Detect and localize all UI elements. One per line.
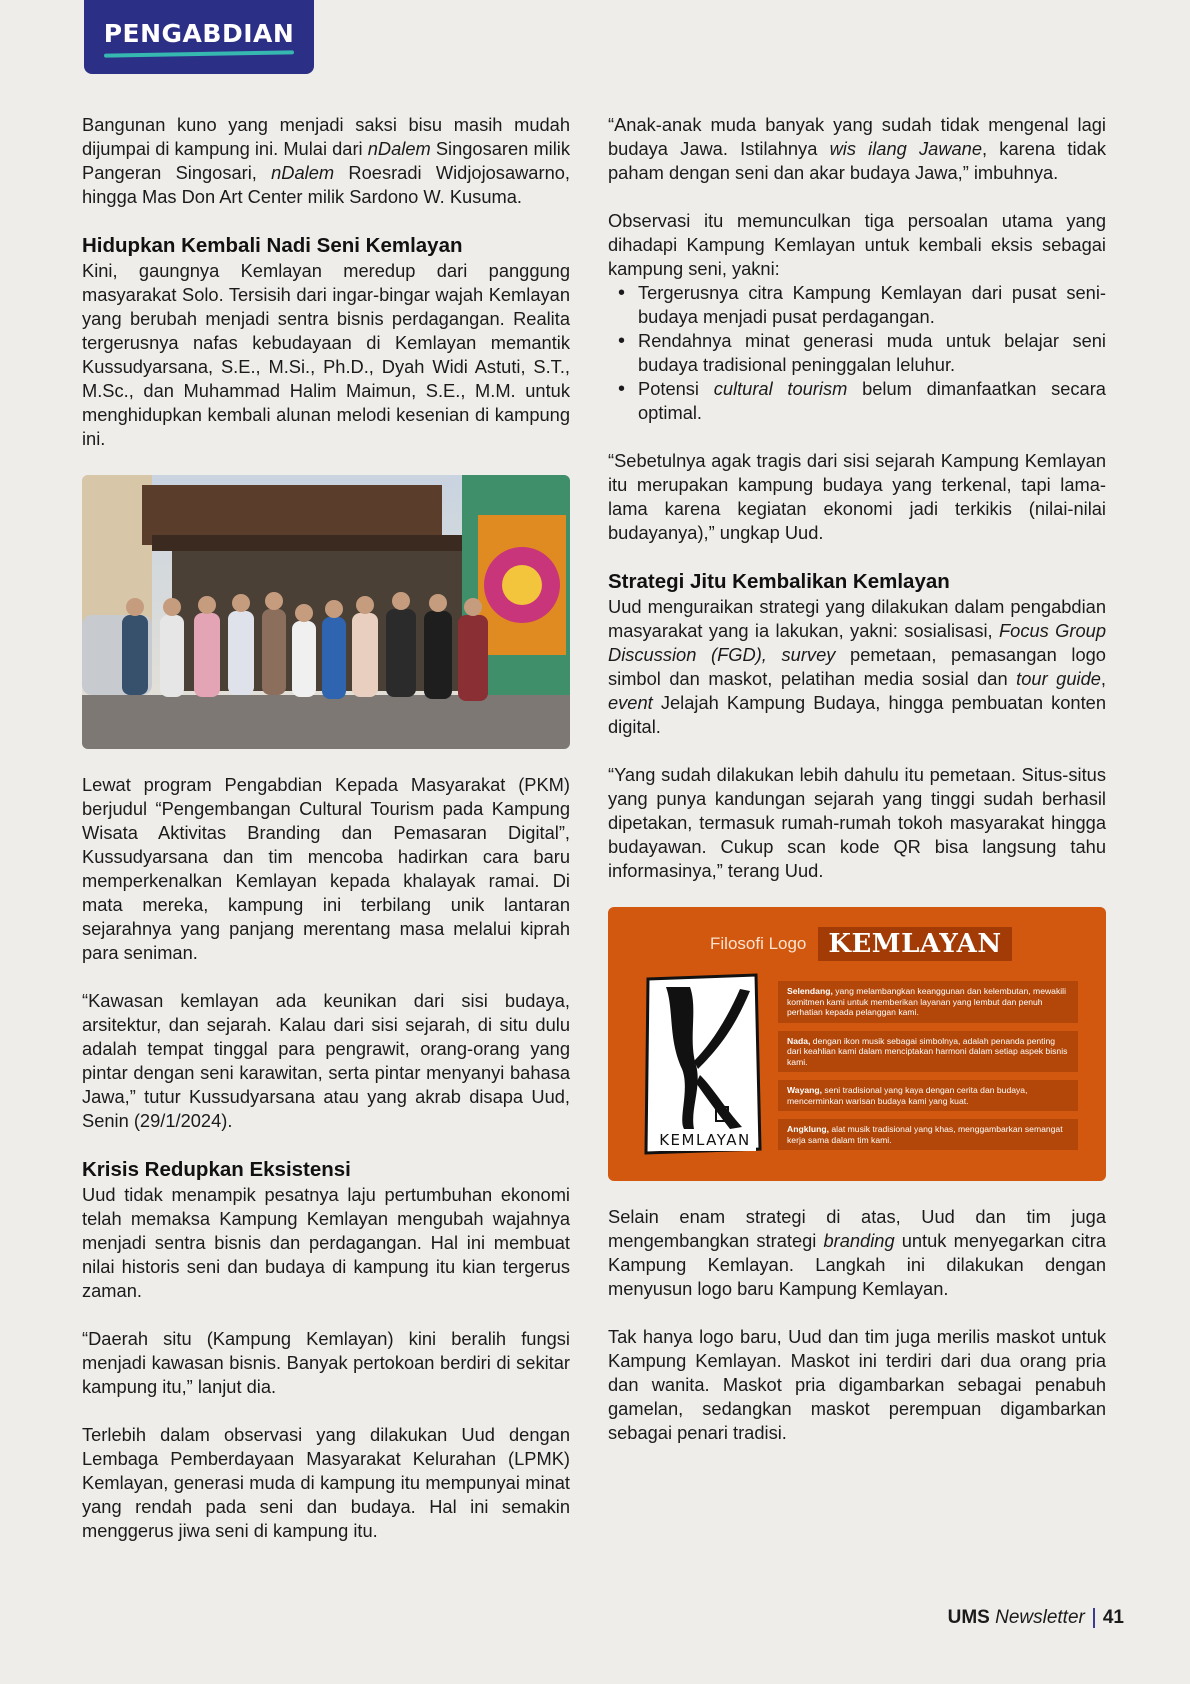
logo-card-title: KEMLAYAN (818, 927, 1011, 961)
left-paragraph-6: “Daerah situ (Kampung Kemlayan) kini beralih fungsi menjadi kawasan bisnis. Banyak pertokoan berdiri di sekitar kampung itu,” lanjut dia. (82, 1328, 570, 1397)
left-paragraph-4: “Kawasan kemlayan ada keunikan dari sisi budaya, arsitektur, dan sejarah. Kalau dari sisi sejarah, di situ dulu adalah tempat tinggal para pengrawit, orang-orang yang pintar dengan seni karawitan, serta pintar menyanyi bahasa Jawa,” tutur Kussudyarsana atau yang akrab disapa Uud, Senin (29/1/2024). (82, 990, 570, 1131)
problem-list (638, 281, 1106, 425)
left-paragraph-1: Bangunan kuno yang menjadi saksi bisu masih mudah dijumpai di kampung ini. Mulai dari nDalem Singosaren milik Pangeran Singosari, nDalem Roesradi Widjojosawarno, hingga Mas Don Art Center milik Sardono W. Kusuma. (82, 114, 570, 207)
logo-card-subtitle: Filosofi Logo (710, 934, 807, 953)
logo-meaning-item: Angklung, alat musik tradisional yang khas, menggambarkan semangat kerja sama dalam tim kami. (778, 1119, 1078, 1150)
list-item: • Tergerusnya citra Kampung Kemlayan dari pusat seni-budaya menjadi pusat perdagangan. (638, 281, 1106, 329)
left-column (82, 113, 570, 1543)
logo-philosophy-card (608, 907, 1106, 1181)
left-paragraph-2: Kini, gaungnya Kemlayan meredup dari panggung masyarakat Solo. Tersisih dari ingar-bingar wajah Kemlayan yang berubah menjadi sentra bisnis perdagangan. Realita tergerusnya nafas kebudayaan di Kemlayan memantik Kussudyarsana, S.E., M.Si., Ph.D., Dyah Widi Astuti, S.T., M.Sc., dan Muhammad Halim Maimun, S.E., M.M. untuk menghidupkan kembali alunan melodi kesenian di kampung ini. (82, 260, 570, 449)
logo-meaning-list (778, 981, 1078, 1158)
right-paragraph-4: Uud menguraikan strategi yang dilakukan dalam pengabdian masyarakat yang ia lakukan, yakni: sosialisasi, Focus Group Discussion (FGD), survey pemetaan, pemasangan logo simbol dan maskot, pelatihan media sosial dan tour guide, event Jelajah Kampung Budaya, hingga pembuatan konten digital. (608, 596, 1106, 737)
page-number: 41 (1102, 1607, 1124, 1628)
heading-krisis: Krisis Redupkan Eksistensi (82, 1158, 351, 1181)
right-paragraph-3: “Sebetulnya agak tragis dari sisi sejarah Kampung Kemlayan itu merupakan kampung budaya yang terkenal, tapi lama-lama karena kegiatan ekonomi jadi terkikis (nilai-nilai budayanya),” ungkap Uud. (608, 450, 1106, 543)
kemlayan-logo-text: KEMLAYAN (659, 1131, 751, 1149)
footer-brand: UMS Newsletter (947, 1607, 1085, 1628)
left-paragraph-3: Lewat program Pengabdian Kepada Masyarakat (PKM) berjudul “Pengembangan Cultural Tourism pada Kampung Wisata Aktivitas Branding dan Pemasaran Digital”, Kussudyarsana dan tim mencoba hadirkan cara baru memperkenalkan Kemlayan kepada khalayak ramai. Di mata mereka, kampung ini terbilang unik lantaran sejarahnya yang panjang merentang masa melalui kiprah para seniman. (82, 774, 570, 963)
logo-meaning-item: Wayang, seni tradisional yang kaya dengan cerita dan budaya, mencerminkan warisan budaya kami yang kuat. (778, 1080, 1078, 1111)
kemlayan-logo (638, 969, 768, 1164)
logo-card-header (710, 927, 1012, 961)
right-column (608, 113, 1106, 1445)
footer-divider (1093, 1608, 1095, 1628)
heading-strategi: Strategi Jitu Kembalikan Kemlayan (608, 570, 950, 593)
section-tag-label: PENGABDIAN (103, 18, 295, 48)
logo-meaning-item: Nada, dengan ikon musik sebagai simbolnya, adalah penanda penting dari keahlian kami dalam menciptakan harmoni dalam setiap aspek bisnis kami. (778, 1031, 1078, 1073)
right-paragraph-7: Tak hanya logo baru, Uud dan tim juga merilis maskot untuk Kampung Kemlayan. Maskot ini terdiri dari dua orang pria dan wanita. Maskot pria digambarkan sebagai penabuh gamelan, sedangkan maskot perempuan digambarkan sebagai penari tradisi. (608, 1326, 1106, 1443)
list-item: • Potensi cultural tourism belum dimanfaatkan secara optimal. (638, 377, 1106, 425)
group-photo (82, 475, 570, 749)
section-tag (84, 0, 314, 74)
right-paragraph-2: Observasi itu memunculkan tiga persoalan utama yang dihadapi Kampung Kemlayan untuk kembali eksis sebagai kampung seni, yakni: (608, 210, 1106, 279)
right-paragraph-1: “Anak-anak muda banyak yang sudah tidak mengenal lagi budaya Jawa. Istilahnya wis ilang Jawane, karena tidak paham dengan seni dan akar budaya Jawa,” imbuhnya. (608, 114, 1107, 183)
list-item: • Rendahnya minat generasi muda untuk belajar seni budaya tradisional peninggalan leluhur. (638, 329, 1106, 377)
page-footer (948, 1607, 1124, 1629)
right-paragraph-6: Selain enam strategi di atas, Uud dan tim juga mengembangkan strategi branding untuk menyegarkan citra Kampung Kemlayan. Langkah ini dilakukan dengan menyusun logo baru Kampung Kemlayan. (608, 1206, 1106, 1299)
right-paragraph-5: “Yang sudah dilakukan lebih dahulu itu pemetaan. Situs-situs yang punya kandungan sejarah yang tinggi sudah berhasil dipetakan, termasuk rumah-rumah tokoh masyarakat hingga budayawan. Cukup scan kode QR bisa langsung tahu informasinya,” terang Uud. (608, 764, 1106, 881)
heading-hidupkan: Hidupkan Kembali Nadi Seni Kemlayan (82, 234, 463, 257)
left-paragraph-7: Terlebih dalam observasi yang dilakukan Uud dengan Lembaga Pemberdayaan Masyarakat Kelurahan (LPMK) Kemlayan, generasi muda di kampung itu mempunyai minat yang rendah pada seni dan budaya. Hal ini semakin menggerus jiwa seni di kampung itu. (82, 1424, 570, 1541)
tag-swoosh (104, 50, 294, 57)
left-paragraph-5: Uud tidak menampik pesatnya laju pertumbuhan ekonomi telah memaksa Kampung Kemlayan mengubah wajahnya menjadi sentra bisnis dan perdagangan. Hal ini membuat nilai historis seni dan budaya di kampung itu kian tergerus zaman. (82, 1184, 570, 1301)
logo-meaning-item: Selendang, yang melambangkan keanggunan dan kelembutan, mewakili komitmen kami untuk memberikan layanan yang lembut dan penuh perhatian kepada pelanggan kami. (778, 981, 1078, 1023)
